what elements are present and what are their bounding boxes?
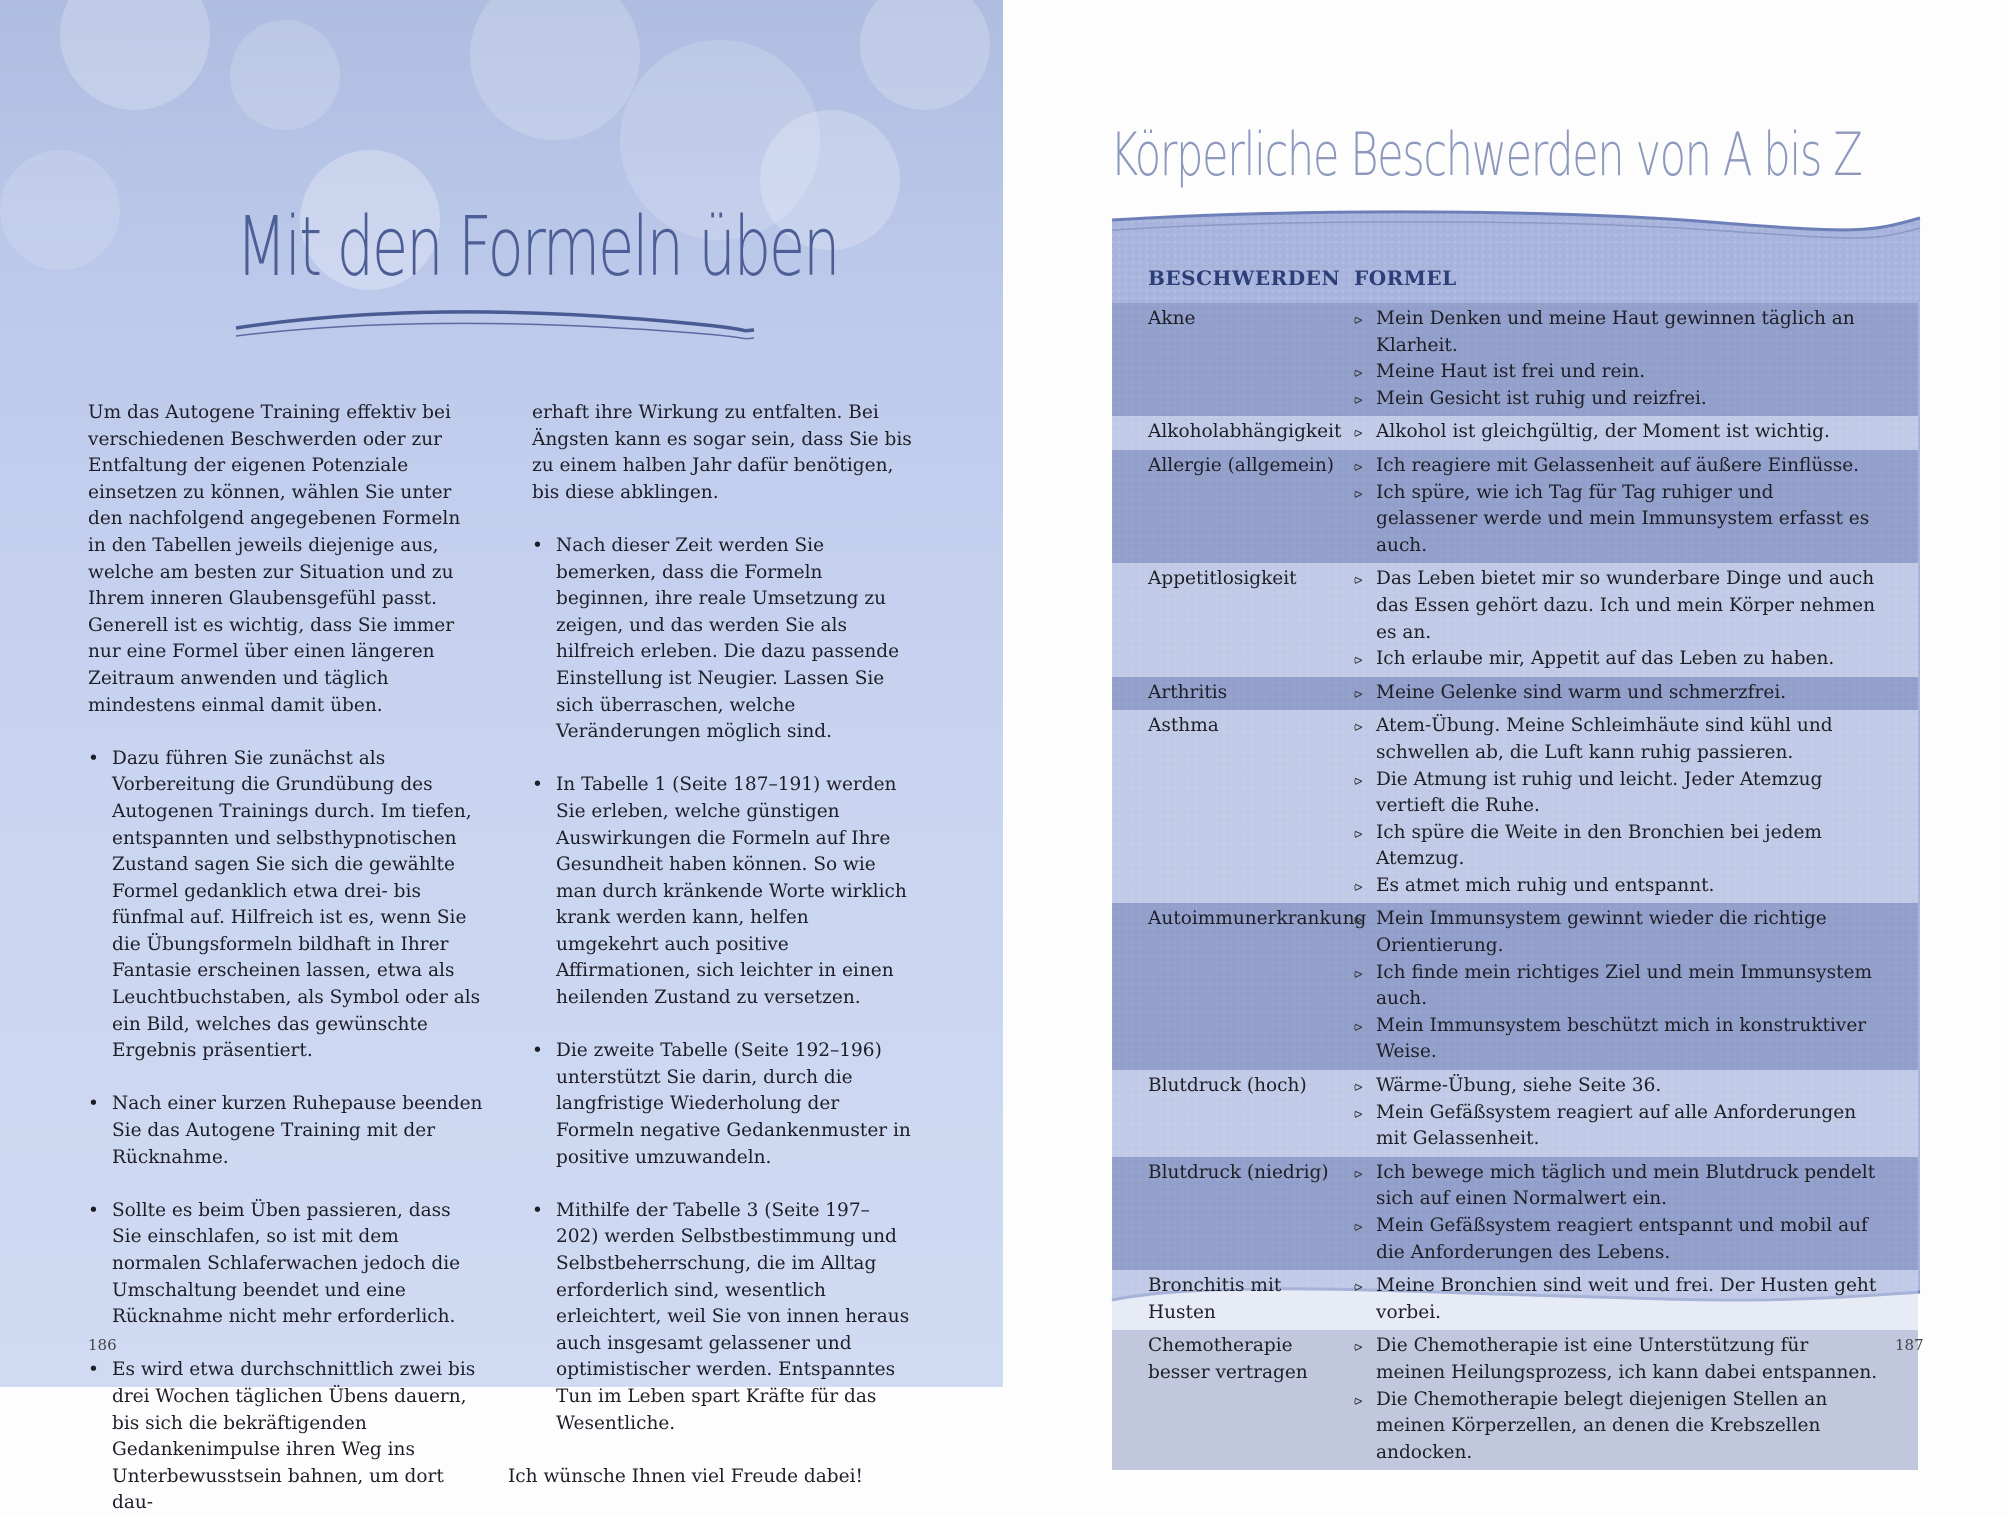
- formula-item: ⪧ Mein Immunsystem beschützt mich in konstruktiver Weise.: [1354, 1013, 1878, 1066]
- condition-cell: Asthma: [1148, 715, 1219, 737]
- bullet-item: • Die zweite Tabelle (Seite 192–196) unterstützt Sie darin, durch die langfristige Wiederholung der Formeln negative Gedankenmuster in positive umzuwandeln.: [556, 1038, 912, 1171]
- text-column-2: [508, 400, 912, 1490]
- formula-cell: [1354, 680, 1918, 707]
- bokeh-light: [0, 150, 120, 270]
- bullet-item: • Nach dieser Zeit werden Sie bemerken, dass die Formeln beginnen, ihre reale Umsetzung zu zeigen, und das werden Sie als hilfreich erleben. Die dazu passende Einstellung ist Neugier. Lassen Sie sich überraschen, welche Veränderungen möglich sind.: [556, 533, 912, 746]
- bullet-item: • Dazu führen Sie zunächst als Vorbereitung die Grundübung des Autogenen Trainings durch. Im tiefen, entspannten und selbsthypnotischen Zustand sagen Sie sich die gewählte Formel gedanklich etwa drei- bis fünfmal auf. Hilfreich ist es, wenn Sie die Übungsformeln bildhaft in Ihrer Fantasie erscheinen lassen, etwa als Leuchtbuchstaben, als Symbol oder als ein Bild, welches das gewünschte Ergebnis präsentiert.: [112, 746, 483, 1065]
- bullet-list-1: [88, 746, 483, 1517]
- header-conditions: BESCHWERDEN: [1148, 266, 1341, 290]
- page-number-left: 186: [88, 1336, 117, 1354]
- bullet-item: • Sollte es beim Üben passieren, dass Sie einschlafen, so ist mit dem normalen Schlaferwachen jedoch die Umschaltung beendet und eine Rücknahme nicht mehr erforderlich.: [112, 1198, 483, 1331]
- formula-item: ⪧ Das Leben bietet mir so wunderbare Dinge und auch das Essen gehört dazu. Ich und mein Körper nehmen es an.: [1354, 566, 1878, 646]
- table-row: [1112, 1157, 1918, 1270]
- title-swoosh-divider: [232, 308, 762, 348]
- closing-line: Ich wünsche Ihnen viel Freude dabei!: [508, 1465, 863, 1487]
- table-row: [1112, 303, 1918, 416]
- condition-cell: Bronchitis mit Husten: [1148, 1275, 1282, 1323]
- formula-cell: [1354, 1073, 1918, 1153]
- formula-item: ⪧ Mein Denken und meine Haut gewinnen täglich an Klarheit.: [1354, 306, 1878, 359]
- formula-item: ⪧ Wärme-Übung, siehe Seite 36.: [1354, 1073, 1878, 1100]
- formula-item: ⪧ Die Chemotherapie belegt diejenigen Stellen an meinen Körperzellen, an denen die Krebszellen andocken.: [1354, 1387, 1878, 1467]
- formula-item: ⪧ Atem-Übung. Meine Schleimhäute sind kühl und schwellen ab, die Luft kann ruhig passieren.: [1354, 713, 1878, 766]
- page-title-right: Körperliche Beschwerden von A bis Z: [1110, 120, 1862, 190]
- formula-item: ⪧ Mein Immunsystem gewinnt wieder die richtige Orientierung.: [1354, 906, 1878, 959]
- formula-item: ⪧ Die Chemotherapie ist eine Unterstützung für meinen Heilungsprozess, ich kann dabei entspannen.: [1354, 1333, 1878, 1386]
- condition-cell: Blutdruck (hoch): [1148, 1075, 1307, 1097]
- table-row: [1112, 1330, 1918, 1470]
- intro-paragraph: Um das Autogene Training effektiv bei verschiedenen Beschwerden oder zur Entfaltung der eigenen Potenziale einsetzen zu können, wählen Sie unter den nachfolgend angegebenen Formeln in den Tabellen jeweils diejenige aus, welche am besten zur Situation und zu Ihrem inneren Glaubensgefühl passt. Generell ist es wichtig, dass Sie immer nur eine Formel über einen längeren Zeitraum anwenden und täglich mindestens einmal damit üben.: [88, 402, 461, 716]
- formula-cell: [1354, 453, 1918, 559]
- condition-cell: Blutdruck (niedrig): [1148, 1161, 1329, 1183]
- formula-item: ⪧ Ich finde mein richtiges Ziel und mein Immunsystem auch.: [1354, 960, 1878, 1013]
- condition-cell: Appetitlosigkeit: [1148, 568, 1297, 590]
- formula-cell: [1354, 306, 1918, 412]
- table-row: [1112, 903, 1918, 1070]
- page-number-right: 187: [1895, 1336, 1924, 1354]
- table-row: [1112, 416, 1918, 450]
- formula-cell: [1354, 1333, 1918, 1466]
- formula-cell: [1354, 1160, 1918, 1266]
- text-column-1: [88, 400, 483, 1517]
- formula-item: ⪧ Es atmet mich ruhig und entspannt.: [1354, 873, 1878, 900]
- condition-cell: Akne: [1148, 308, 1196, 329]
- formula-item: ⪧ Ich bewege mich täglich und mein Blutdruck pendelt sich auf einen Normalwert ein.: [1354, 1160, 1878, 1213]
- table-row: [1112, 677, 1918, 711]
- formula-cell: [1354, 713, 1918, 899]
- condition-cell: Allergie (allgemein): [1148, 454, 1334, 476]
- bullet-item: • In Tabelle 1 (Seite 187–191) werden Sie erleben, welche günstigen Auswirkungen die Formeln auf Ihre Gesundheit haben können. So wie man durch kränkende Worte wirklich krank werden kann, helfen umgekehrt auch positive Affirmationen, sich leichter in einen heilenden Zustand zu versetzen.: [556, 772, 912, 1011]
- bullet-item: • Nach einer kurzen Ruhepause beenden Sie das Autogene Training mit der Rücknahme.: [112, 1091, 483, 1171]
- table-row: [1112, 563, 1918, 676]
- table-row: [1112, 1270, 1918, 1330]
- table-row: [1112, 1070, 1918, 1157]
- header-formula: FORMEL: [1354, 266, 1457, 290]
- bokeh-light: [860, 0, 990, 110]
- formula-item: ⪧ Meine Bronchien sind weit und frei. Der Husten geht vorbei.: [1354, 1273, 1878, 1326]
- condition-cell: Arthritis: [1148, 681, 1228, 703]
- condition-cell: Chemotherapie besser vertragen: [1148, 1335, 1308, 1383]
- formula-item: ⪧ Mein Gesicht ist ruhig und reizfrei.: [1354, 386, 1878, 413]
- condition-cell: Autoimmunerkrankung: [1148, 908, 1367, 930]
- formula-item: ⪧ Meine Haut ist frei und rein.: [1354, 359, 1878, 386]
- bullet-list-2: [532, 533, 912, 1437]
- condition-cell: Alkoholabhängigkeit: [1148, 421, 1342, 443]
- left-page: [0, 0, 1003, 1514]
- table-header: [1148, 266, 1457, 290]
- formula-cell: [1354, 566, 1918, 672]
- formula-item: ⪧ Alkohol ist gleichgültig, der Moment ist wichtig.: [1354, 419, 1878, 446]
- formula-item: ⪧ Mein Gefäßsystem reagiert auf alle Anforderungen mit Gelassenheit.: [1354, 1100, 1878, 1153]
- formula-item: ⪧ Meine Gelenke sind warm und schmerzfrei.: [1354, 680, 1878, 707]
- formula-item: ⪧ Ich erlaube mir, Appetit auf das Leben zu haben.: [1354, 646, 1878, 673]
- formula-cell: [1354, 906, 1918, 1066]
- bokeh-light: [230, 20, 340, 130]
- formula-item: ⪧ Ich spüre die Weite in den Bronchien bei jedem Atemzug.: [1354, 820, 1878, 873]
- table-body: [1112, 303, 1918, 1470]
- continuation-paragraph: erhaft ihre Wirkung zu entfalten. Bei Ängsten kann es sogar sein, dass Sie bis zu einem halben Jahr dafür benötigen, bis diese abklingen.: [532, 402, 912, 503]
- table-row: [1112, 450, 1918, 563]
- bullet-item: • Es wird etwa durchschnittlich zwei bis drei Wochen täglichen Übens dauern, bis sich die bekräftigenden Gedankenimpulse ihren Weg ins Unterbewusstsein bahnen, um dort dau-: [112, 1357, 483, 1517]
- bokeh-light: [60, 0, 210, 110]
- formula-cell: [1354, 419, 1918, 446]
- table-row: [1112, 710, 1918, 903]
- bullet-item: • Mithilfe der Tabelle 3 (Seite 197–202) werden Selbstbestimmung und Selbstbeherrschung, die im Alltag erforderlich sind, wesentlich erleichtert, weil Sie von innen heraus auch insgesamt gelassener und optimistischer werden. Entspanntes Tun im Leben spart Kräfte für das Wesentliche.: [556, 1198, 912, 1437]
- formula-item: ⪧ Ich reagiere mit Gelassenheit auf äußere Einflüsse.: [1354, 453, 1878, 480]
- formula-item: ⪧ Ich spüre, wie ich Tag für Tag ruhiger und gelassener werde und mein Immunsystem erfasst es auch.: [1354, 480, 1878, 560]
- formula-item: ⪧ Die Atmung ist ruhig und leicht. Jeder Atemzug vertieft die Ruhe.: [1354, 767, 1878, 820]
- page-title: Mit den Formeln üben: [236, 200, 839, 295]
- bokeh-light: [470, 0, 640, 140]
- formula-item: ⪧ Mein Gefäßsystem reagiert entspannt und mobil auf die Anforderungen des Lebens.: [1354, 1213, 1878, 1266]
- formula-cell: [1354, 1273, 1918, 1326]
